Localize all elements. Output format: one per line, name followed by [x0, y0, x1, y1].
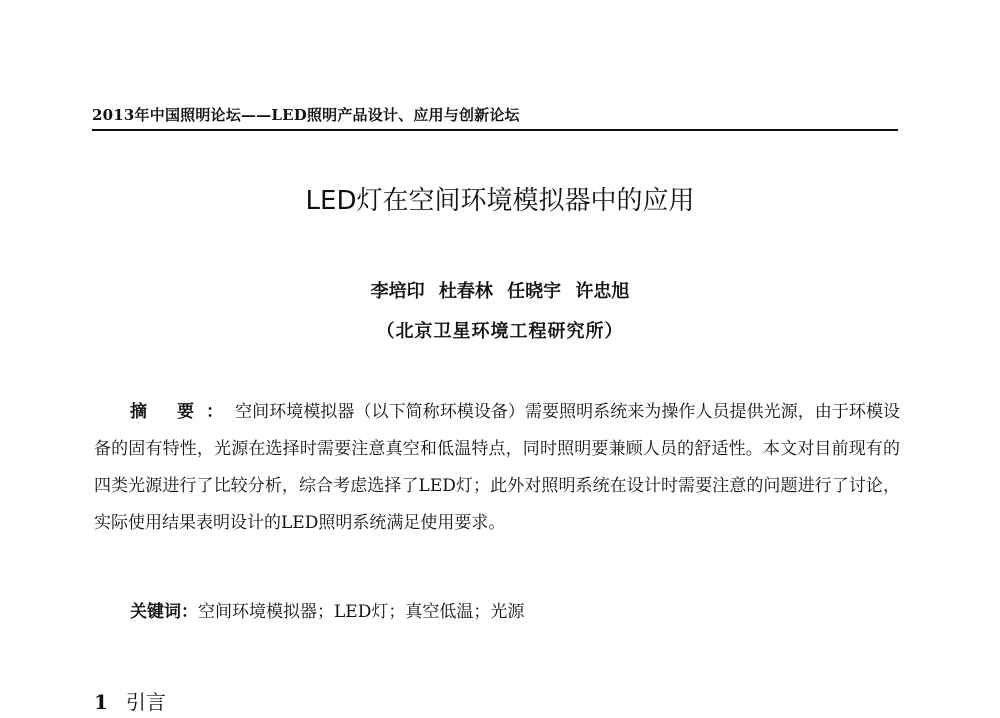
abstract-label: 摘 要：	[130, 402, 236, 422]
section-heading	[94, 686, 166, 715]
author-name: 杜春林	[438, 281, 493, 302]
running-header: 2013年中国照明论坛——LED照明产品设计、应用与创新论坛	[92, 106, 520, 124]
paper-title: LED灯在空间环境模拟器中的应用	[305, 186, 695, 216]
header-rule	[92, 129, 898, 131]
abstract-text: 空间环境模拟器（以下简称环模设备）需要照明系统来为操作人员提供光源，由于环模设备的固有特性，光源在选择时需要注意真空和低温特点，同时照明要兼顾人员的舒适性。本文对目前现有的四类光源进行了比较分析，综合考虑选择了LED灯；此外对照明系统在设计时需要注意的问题进行了讨论，实际使用结果表明设计的LED照明系统满足使用要求。	[94, 402, 901, 533]
keywords	[130, 597, 524, 622]
author-list	[0, 277, 1000, 303]
author-name: 许忠旭	[575, 281, 630, 302]
keywords-label: 关键词：	[130, 602, 198, 622]
section-number: 1	[94, 690, 108, 714]
abstract	[94, 394, 900, 542]
section-title: 引言	[125, 690, 166, 714]
author-name: 任晓宇	[507, 281, 562, 302]
affiliation: （北京卫星环境工程研究所）	[376, 321, 624, 342]
keywords-text: 空间环境模拟器；LED灯；真空低温；光源	[198, 602, 525, 622]
author-name: 李培印	[370, 281, 425, 302]
